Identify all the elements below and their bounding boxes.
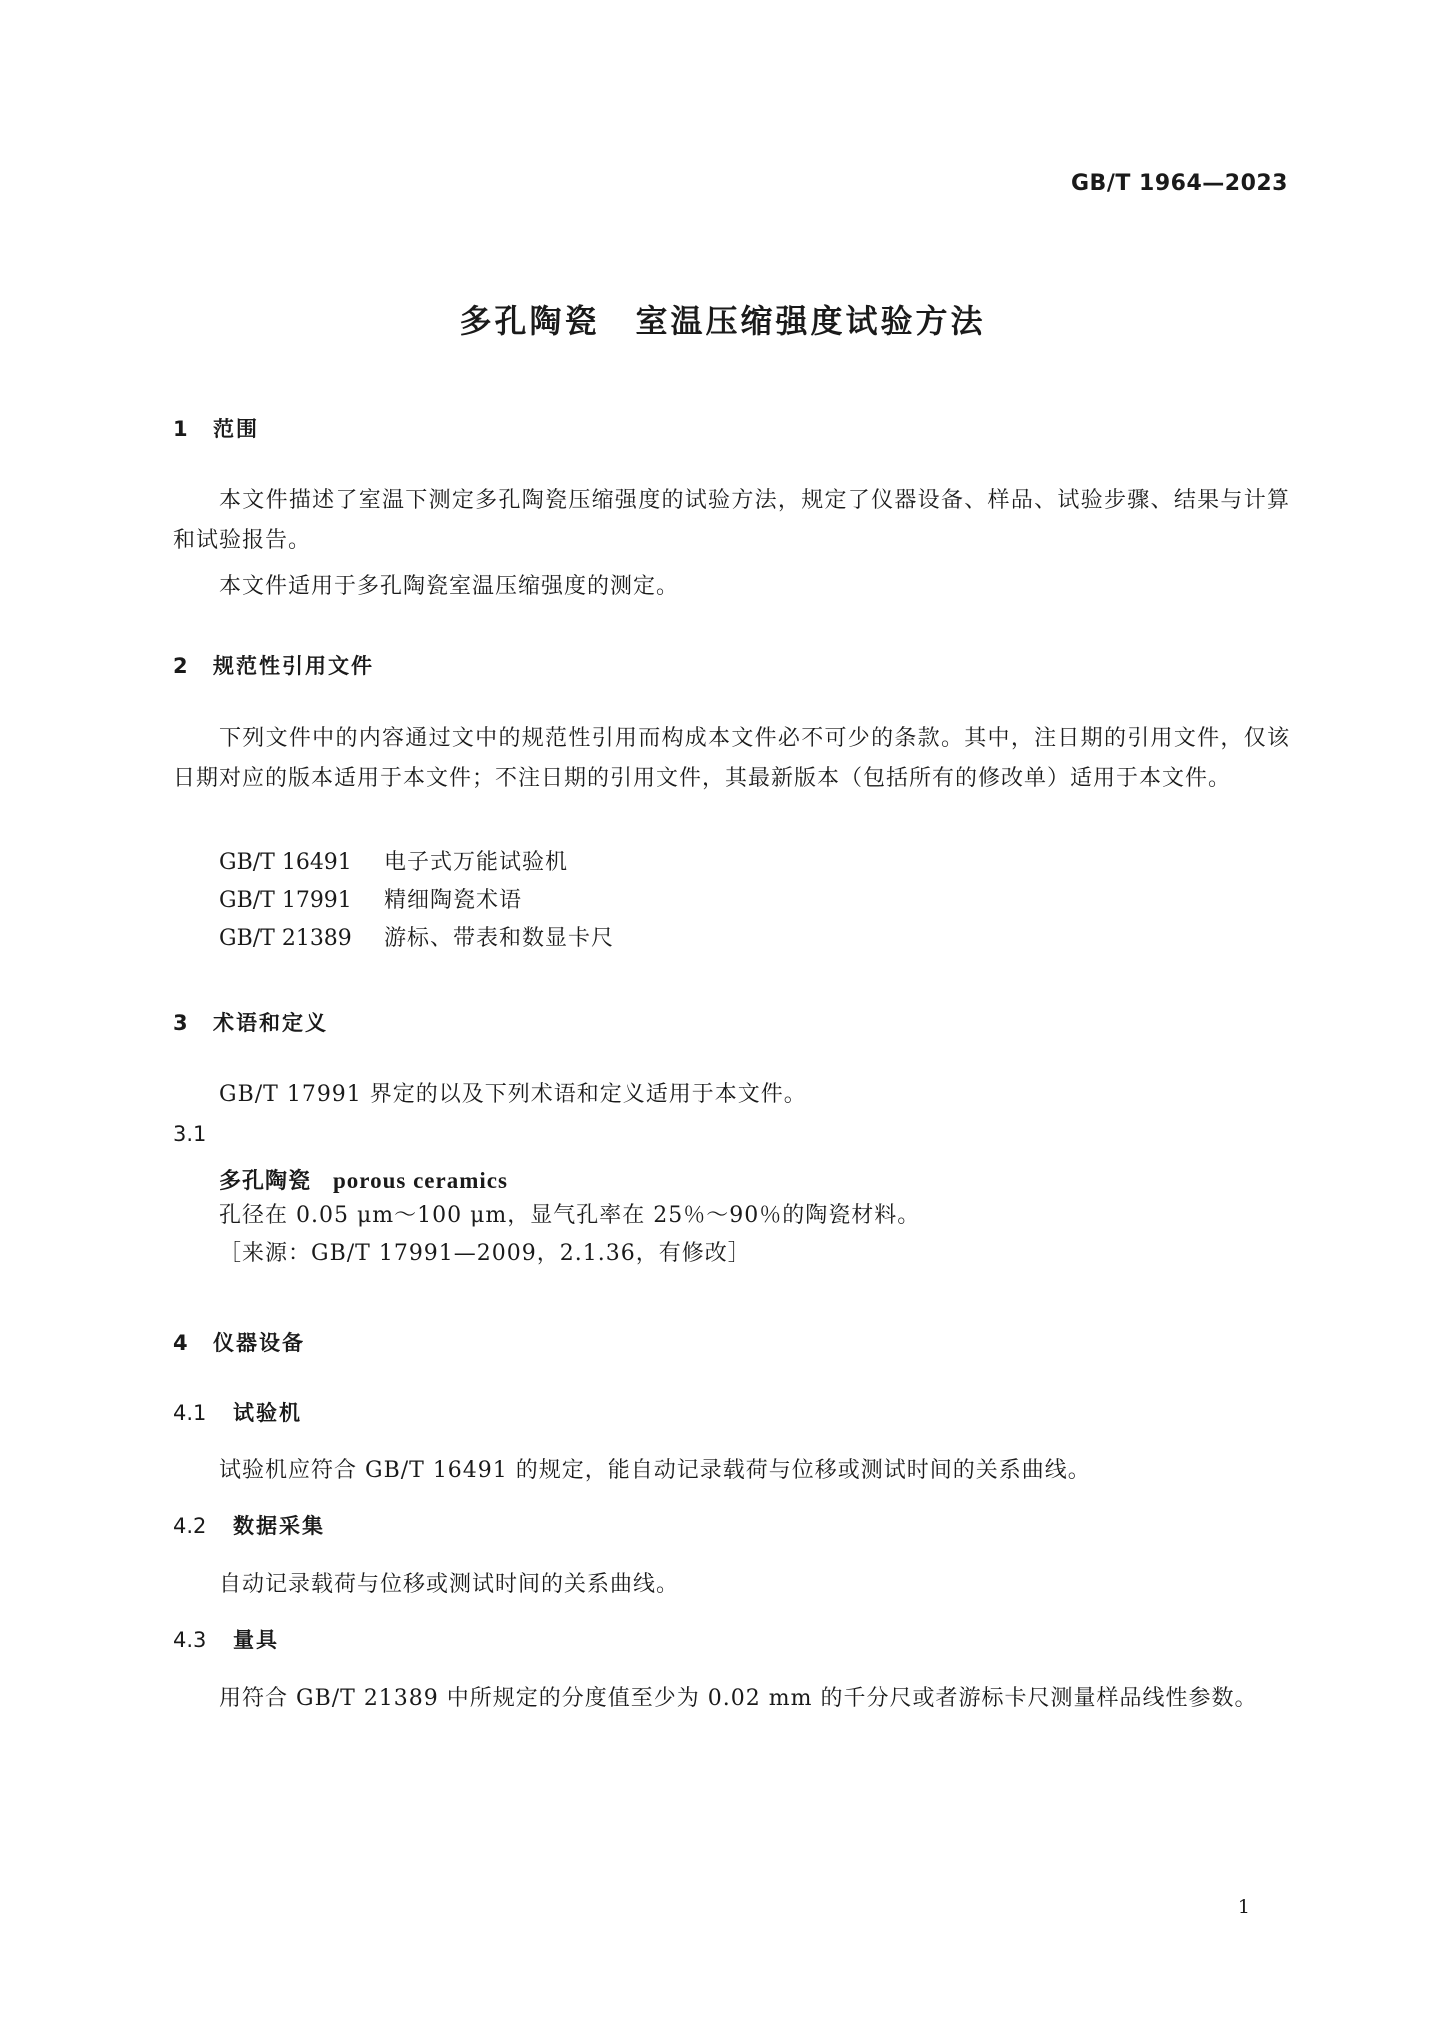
reference-title: 精细陶瓷术语	[384, 888, 523, 913]
subsection-4-1-number: 4.1	[173, 1401, 207, 1425]
subsection-4-2-number: 4.2	[173, 1514, 207, 1538]
section-2-paragraph-1: 下列文件中的内容通过文中的规范性引用而构成本文件必不可少的条款。其中，注日期的引用文件，仅该日期对应的版本适用于本文件；不注日期的引用文件，其最新版本（包括所有的修改单）适用于本文件。	[173, 726, 1290, 791]
section-1-heading	[173, 413, 259, 443]
normative-reference	[219, 919, 614, 959]
normative-reference	[219, 843, 568, 883]
subsection-4-1-heading	[173, 1397, 302, 1427]
section-3-number: 3	[173, 1011, 188, 1035]
section-2-heading	[173, 650, 374, 680]
subsection-4-1-text: 试验机应符合 GB/T 16491 的规定，能自动记录载荷与位移或测试时间的关系曲线。	[219, 1458, 1091, 1483]
section-1-number: 1	[173, 417, 188, 441]
term-definition: 孔径在 0.05 μm～100 μm，显气孔率在 25％～90％的陶瓷材料。	[219, 1203, 921, 1228]
normative-reference	[219, 881, 522, 921]
document-title	[0, 296, 1445, 342]
reference-code: GB/T 21389	[219, 926, 352, 951]
subsection-4-2-heading	[173, 1510, 325, 1540]
subsection-4-3-number: 4.3	[173, 1628, 207, 1652]
term-name-zh: 多孔陶瓷	[219, 1168, 312, 1194]
reference-code: GB/T 17991	[219, 888, 352, 913]
subsection-4-2-text: 自动记录载荷与位移或测试时间的关系曲线。	[219, 1572, 680, 1597]
section-2-number: 2	[173, 654, 188, 678]
page-number: 1	[1237, 1896, 1250, 1918]
subsection-4-3-text: 用符合 GB/T 21389 中所规定的分度值至少为 0.02 mm 的千分尺或者游标卡尺测量样品线性参数。	[219, 1686, 1258, 1711]
title-part-1: 多孔陶瓷	[459, 302, 600, 340]
section-3-heading	[173, 1007, 328, 1037]
section-3-paragraph-1: GB/T 17991 界定的以及下列术语和定义适用于本文件。	[219, 1082, 807, 1107]
term-name	[219, 1164, 508, 1195]
subsection-4-3-title: 量具	[233, 1628, 279, 1652]
section-4-number: 4	[173, 1331, 188, 1355]
subsection-4-3-heading	[173, 1624, 279, 1654]
title-part-2: 室温压缩强度试验方法	[635, 302, 986, 340]
term-name-en: porous ceramics	[333, 1168, 508, 1193]
section-2-title: 规范性引用文件	[213, 654, 374, 678]
standard-code: GB/T 1964—2023	[1071, 171, 1288, 196]
section-4-title: 仪器设备	[213, 1331, 305, 1355]
term-number: 3.1	[173, 1122, 207, 1146]
term-source: ［来源：GB/T 17991—2009，2.1.36，有修改］	[219, 1241, 751, 1266]
reference-title: 游标、带表和数显卡尺	[384, 926, 615, 951]
reference-code: GB/T 16491	[219, 850, 352, 875]
section-4-heading	[173, 1327, 305, 1357]
reference-title: 电子式万能试验机	[384, 850, 569, 875]
section-1-title: 范围	[213, 417, 259, 441]
subsection-4-2-title: 数据采集	[233, 1514, 325, 1538]
section-1-paragraph-2: 本文件适用于多孔陶瓷室温压缩强度的测定。	[219, 574, 680, 599]
subsection-4-1-title: 试验机	[233, 1401, 302, 1425]
section-3-title: 术语和定义	[213, 1011, 328, 1035]
section-1-paragraph-1: 本文件描述了室温下测定多孔陶瓷压缩强度的试验方法，规定了仪器设备、样品、试验步骤、结果与计算和试验报告。	[173, 488, 1290, 553]
